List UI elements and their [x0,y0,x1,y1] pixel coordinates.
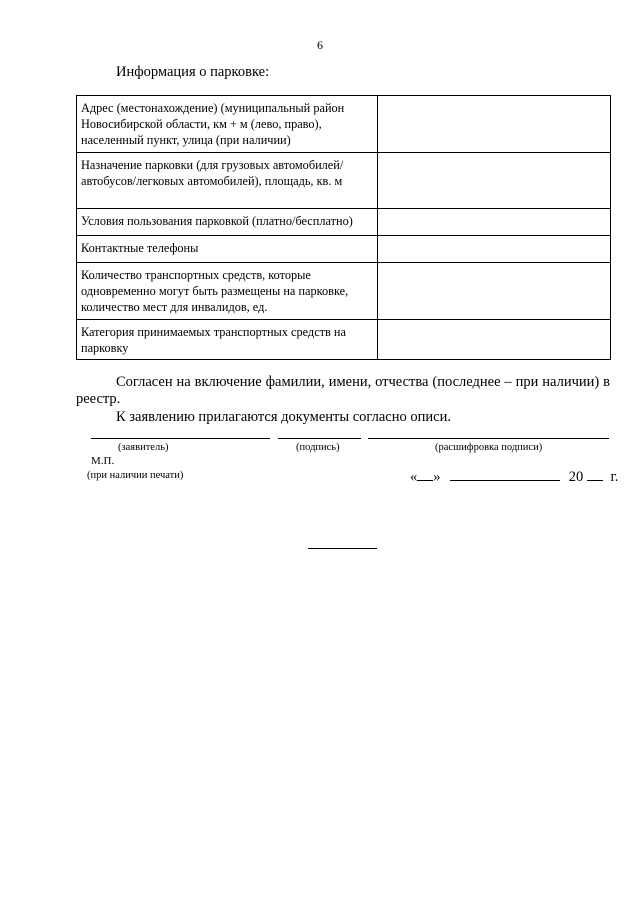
signature-caption: (подпись) [296,442,340,453]
table-row [77,236,611,263]
signature-line[interactable] [278,438,361,439]
row-label-purpose: Назначение парковки (для грузовых автомобилей/автобусов/легковых автомобилей), площадь, кв. м [77,153,378,209]
year-prefix: 20 [568,469,584,485]
parking-info-table [76,95,611,360]
page-number: 6 [317,38,323,52]
attachment-paragraph: К заявлению прилагаются документы согласно описи. [116,409,451,425]
date-open-quote: « [410,469,418,485]
stamp-caption: (при наличии печати) [87,470,184,481]
year-blank[interactable] [587,467,603,481]
date-line [410,467,618,486]
day-blank[interactable] [417,467,433,481]
row-value-phones[interactable] [378,236,611,263]
date-close-quote: » [433,469,441,485]
stamp-label: М.П. [91,455,115,467]
table-row [77,263,611,320]
consent-paragraph: Согласен на включение фамилии, имени, отчества (последнее – при наличии) в реестр. [76,374,610,407]
table-row [77,96,611,153]
decode-caption: (расшифровка подписи) [435,442,543,453]
row-label-phones: Контактные телефоны [77,236,378,263]
row-value-purpose[interactable] [378,153,611,209]
section-title: Информация о парковке: [116,64,270,80]
applicant-line[interactable] [91,438,270,439]
row-label-address: Адрес (местонахождение) (муниципальный район Новосибирской области, км + м (лево, право), населенный пункт, улица (при наличии) [77,96,378,153]
month-blank[interactable] [450,467,560,481]
year-suffix: г. [610,469,619,485]
row-value-conditions[interactable] [378,209,611,236]
applicant-caption: (заявитель) [118,442,169,453]
row-label-capacity: Количество транспортных средств, которые одновременно могут быть размещены на парковке, количество мест для инвалидов, ед. [77,263,378,320]
row-value-address[interactable] [378,96,611,153]
table-row [77,209,611,236]
row-value-category[interactable] [378,320,611,360]
table-row [77,320,611,360]
row-label-category: Категория принимаемых транспортных средств на парковку [77,320,378,360]
decode-line[interactable] [368,438,609,439]
end-divider [308,548,377,549]
table-row [77,153,611,209]
row-value-capacity[interactable] [378,263,611,320]
row-label-conditions: Условия пользования парковкой (платно/бесплатно) [77,209,378,236]
